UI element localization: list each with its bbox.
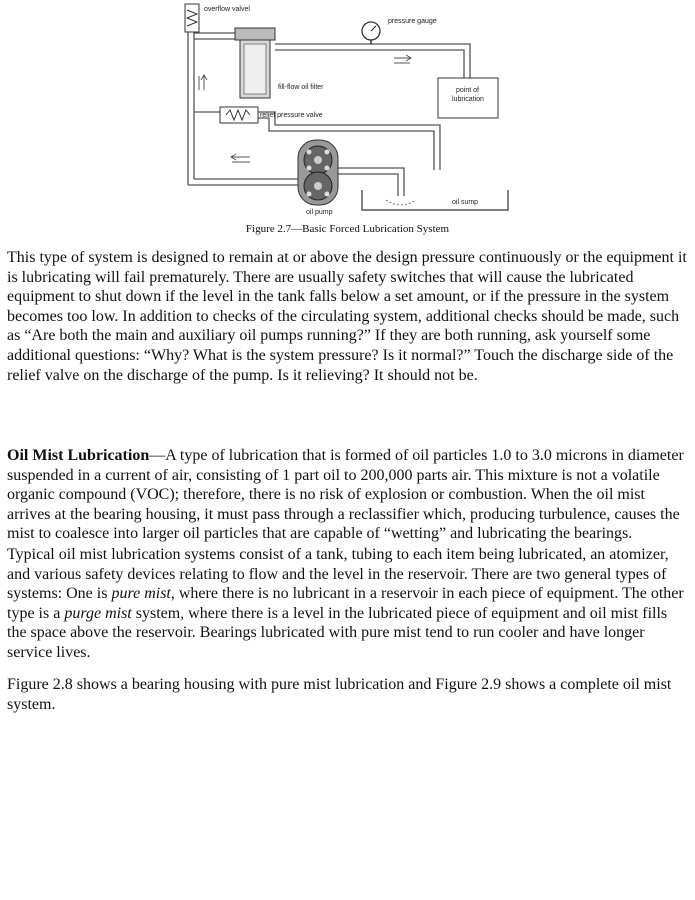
oil-filter [235, 28, 275, 98]
mist-systems-text-b: , where there is no lubricant in a reservoir in each piece of equipment. The other type is a [7, 585, 684, 622]
oil-mist-term: Oil Mist Lubrication [7, 447, 150, 464]
oil-pump-label: oil pump [306, 209, 333, 216]
oil-sump [362, 190, 508, 210]
purge-mist-term: purge mist [64, 604, 132, 622]
relief-valve [220, 107, 258, 123]
point-of-lubrication-label-1: point of [456, 87, 479, 94]
mist-systems-text-c: system, where there is a level in the lubricated piece of equipment and oil mist fills the space above the reservoir. Bearings lubricated with pure mist tend to run cooler and have longer service lives. [7, 604, 668, 661]
overflow-valve [185, 4, 199, 32]
paragraph-mist-systems [7, 545, 689, 663]
pure-mist-term: pure mist [111, 585, 171, 603]
oil-sump-label: oil sump [452, 199, 479, 206]
overflow-valve-label: overflow valvel [204, 6, 250, 13]
mist-systems-text-a: Typical oil mist lubrication systems consist of a tank, tubing to each item being lubricated, an atomizer, and various safety devices relating to flow and the level in the reservoir. There are two general types of systems: One is [7, 546, 669, 603]
lubrication-diagram [180, 0, 510, 222]
paragraph-oil-mist [7, 446, 689, 544]
paragraph-figure-references: Figure 2.8 shows a bearing housing with pure mist lubrication and Figure 2.9 shows a complete oil mist system. [7, 676, 672, 713]
pressure-gauge [362, 22, 380, 44]
figure-caption: Figure 2.7—Basic Forced Lubrication System [245, 223, 450, 235]
paragraph-system-pressure: This type of system is designed to remain at or above the design pressure continuously or the equipment it is lubricating will fail prematurely. There are usually safety switches that will cause the lubricated equipment to shut down if the level in the tank falls below a set amount, or if the pressure in the system becomes too low. In addition to checks of the circulating system, additional checks should be made, such as “Are both the main and auxiliary oil pumps running?” If they are both running, ask yourself some additional questions: “Why? What is the system pressure? Is it normal?” Touch the discharge side of the relief valve on the discharge of the pump. Is it relieving? It should not be. [7, 249, 687, 384]
relief-valve-label: relief pressure valve [260, 112, 323, 119]
point-of-lubrication-label-2: lubrication [452, 96, 484, 103]
filter-label: fill-flow oil filter [278, 84, 324, 91]
oil-pump [298, 140, 338, 205]
pressure-gauge-label: pressure gauge [388, 18, 437, 25]
oil-mist-definition: —A type of lubrication that is formed of oil particles 1.0 to 3.0 microns in diameter suspended in a current of air, consisting of 1 part oil to 200,000 parts air. This mixture is not a volatile organic compound (VOC); therefore, there is no risk of explosion or combustion. When the oil mist arrives at the bearing housing, it must pass through a reclassifier which, producing turbulence, causes the mist to coalesce into larger oil particles that are capable of “wetting” and lubricating the bearings. [7, 447, 684, 543]
